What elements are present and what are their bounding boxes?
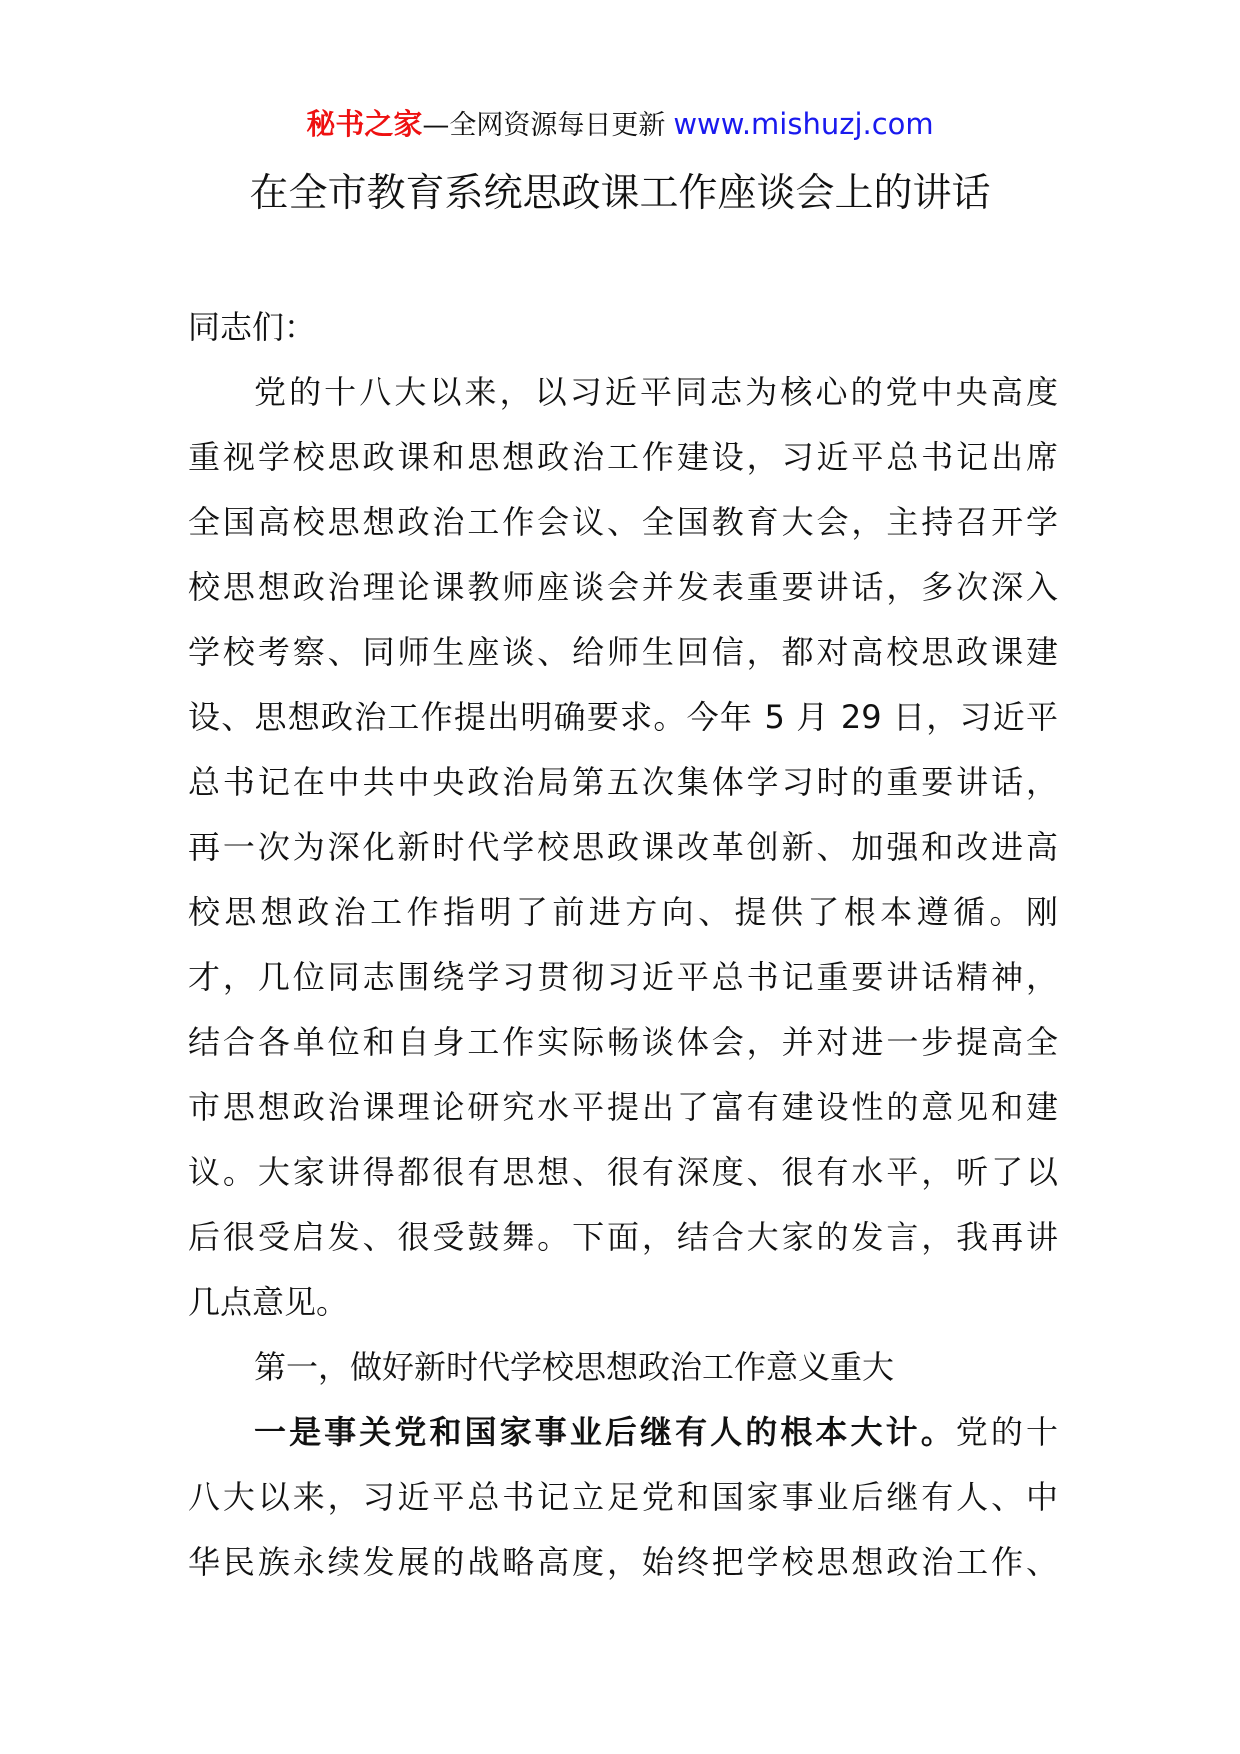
paragraph-line: 重视学校思政课和思想政治工作建设，习近平总书记出席 [188, 438, 1058, 476]
paragraph-line: 总书记在中共中央政治局第五次集体学习时的重要讲话， [188, 763, 1058, 801]
paragraph-line: 全国高校思想政治工作会议、全国教育大会，主持召开学 [188, 503, 1058, 541]
point-lead-rest: 党的十 [955, 1413, 1058, 1451]
paragraph-line: 校思想政治工作指明了前进方向、提供了根本遵循。刚 [188, 893, 1058, 931]
paragraph-line: 华民族永续发展的战略高度，始终把学校思想政治工作、 [188, 1543, 1058, 1581]
paragraph-line: 设、思想政治工作提出明确要求。今年 5 月 29 日，习近平 [188, 698, 1058, 736]
paragraph-line: 几点意见。 [188, 1283, 349, 1321]
paragraph-line: 党的十八大以来，以习近平同志为核心的党中央高度 [254, 373, 1058, 411]
brand-tagline: —全网资源每日更新 [422, 110, 666, 141]
section-heading: 第一，做好新时代学校思想政治工作意义重大 [254, 1348, 895, 1386]
paragraph-line: 学校考察、同师生座谈、给师生回信，都对高校思政课建 [188, 633, 1058, 671]
brand-name: 秘书之家 [306, 107, 423, 141]
paragraph-line: 校思想政治理论课教师座谈会并发表重要讲话，多次深入 [188, 568, 1058, 606]
paragraph-line: 结合各单位和自身工作实际畅谈体会，并对进一步提高全 [188, 1023, 1058, 1061]
paragraph-line: 市思想政治课理论研究水平提出了富有建设性的意见和建 [188, 1088, 1058, 1126]
salutation: 同志们： [188, 308, 317, 346]
document-title: 在全市教育系统思政课工作座谈会上的讲话 [249, 171, 991, 216]
paragraph-line: 才，几位同志围绕学习贯彻习近平总书记重要讲话精神， [188, 958, 1058, 996]
site-url-link[interactable]: www.mishuzj.com [673, 107, 934, 141]
point-lead: 一是事关党和国家事业后继有人的根本大计。 [254, 1413, 956, 1451]
paragraph-line: 后很受启发、很受鼓舞。下面，结合大家的发言，我再讲 [188, 1218, 1058, 1256]
site-header-banner [0, 104, 1240, 146]
paragraph-line: 议。大家讲得都很有思想、很有深度、很有水平，听了以 [188, 1153, 1058, 1191]
point-first-line [188, 1400, 1058, 1465]
paragraph-line: 八大以来，习近平总书记立足党和国家事业后继有人、中 [188, 1478, 1058, 1516]
paragraph-line: 再一次为深化新时代学校思政课改革创新、加强和改进高 [188, 828, 1058, 866]
document-body [188, 295, 1058, 1595]
